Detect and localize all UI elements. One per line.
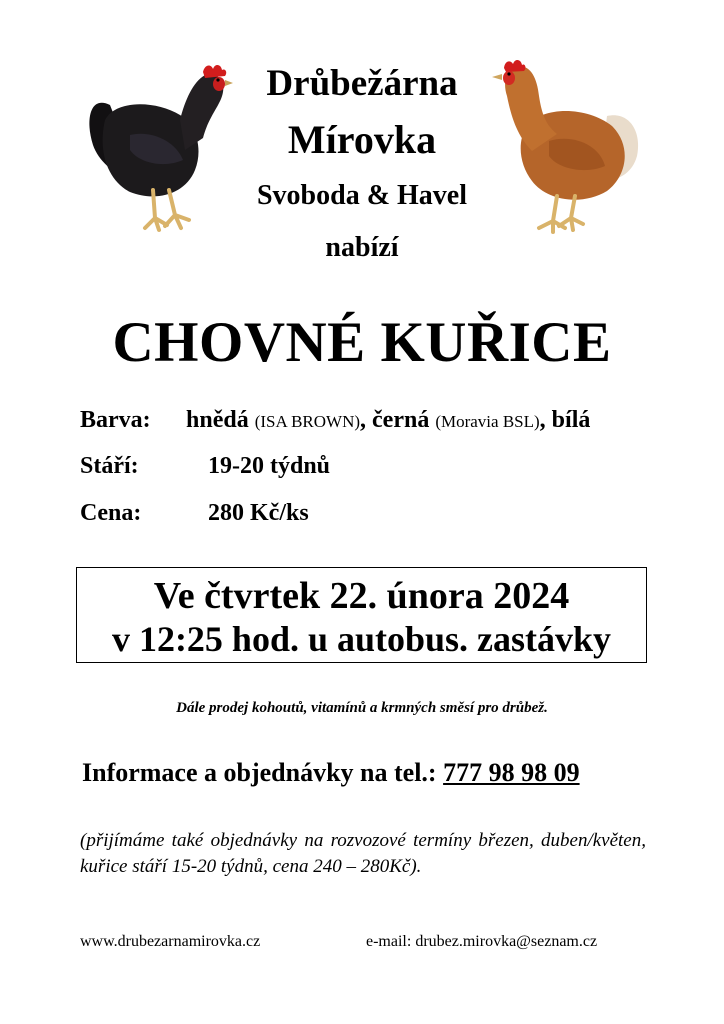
price-row [80,500,309,527]
time-place-line: v 12:25 hod. u autobus. zastávky [111,619,612,659]
age-value: 19-20 týdnů [208,453,331,479]
phone-number[interactable]: 777 98 98 09 [443,758,580,787]
website-link[interactable]: www.drubezarnamirovka.cz [80,933,261,950]
color-black: černá [372,407,430,433]
color-brown-note: (ISA BROWN) [254,412,361,431]
color-brown: hnědá [186,407,249,433]
color-white: bílá [551,407,591,433]
page-headline: CHOVNÉ KUŘICE [112,311,612,374]
color-label: Barva: [80,407,151,433]
additional-sales-note: Dále prodej kohoutů, vitamínů a krmných směsí pro drůbež. [176,700,548,716]
price-value: 280 Kč/ks [208,500,309,526]
date-line: Ve čtvrtek 22. února 2024 [153,575,570,617]
age-label: Stáří: [80,453,139,479]
email-contact[interactable]: e-mail: drubez.mirovka@seznam.cz [366,933,598,950]
extra-orders-note: (přijímáme také objednávky na rozvozové termíny březen, duben/květen, kuřice stáří 15-20 týdnů, cena 240 – 280Kč). [80,830,646,877]
offers-text: nabízí [325,232,399,263]
company-owners: Svoboda & Havel [256,180,468,211]
company-name-line1: Drůbežárna [266,63,458,104]
company-name-line2: Mírovka [287,117,437,162]
comma-1: , [360,407,367,433]
price-label: Cena: [80,500,142,526]
age-row [80,453,330,480]
contact-text: Informace a objednávky na tel.: [82,758,437,787]
date-box [76,567,647,663]
contact-info [82,758,580,788]
comma-2: , [539,407,546,433]
color-black-note: (Moravia BSL) [435,412,540,431]
color-row [80,407,590,434]
